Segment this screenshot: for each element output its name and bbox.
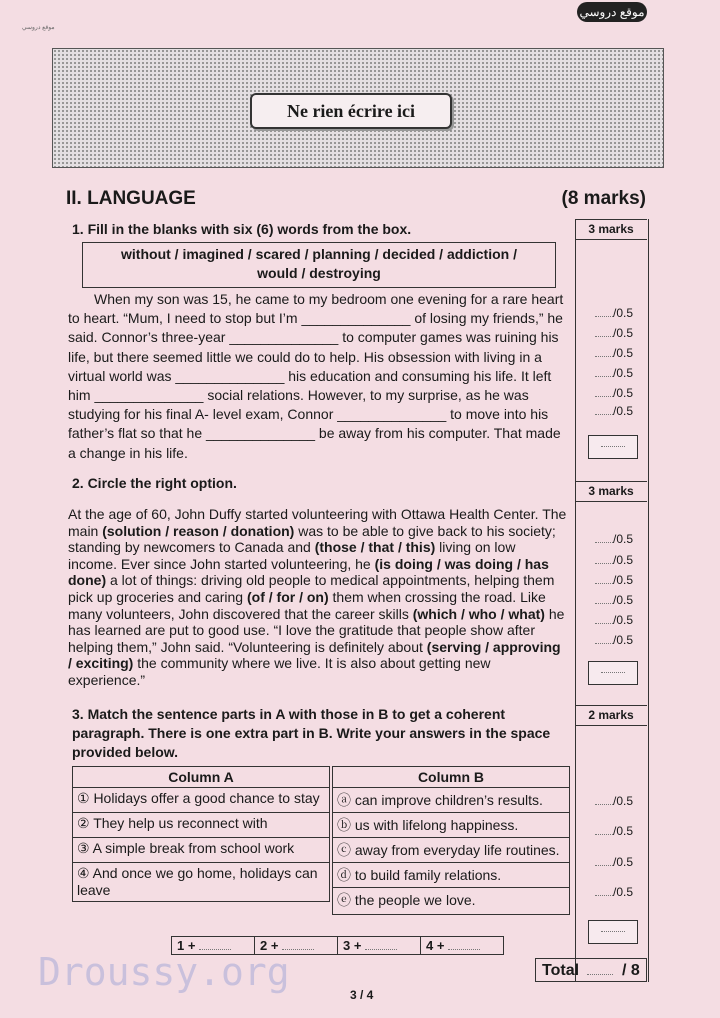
q2-line: experience.” bbox=[68, 671, 146, 688]
q1-line: him ______________ social relations. However, to my surprise, as he was bbox=[68, 387, 529, 404]
q1-line: virtual world was ______________ his education and consuming his life. It left bbox=[68, 367, 552, 384]
q2-score: /0.5 bbox=[595, 573, 640, 587]
q1-title: 1. Fill in the blanks with six (6) words from the box. bbox=[72, 221, 412, 237]
column-b-item: ⓒ away from everyday life routines. bbox=[333, 838, 570, 863]
column-b-table bbox=[332, 766, 570, 915]
column-a-item: ④ And once we go home, holidays can leave bbox=[73, 863, 330, 902]
q1-line: studying for his final A- level exam, Connor ______________ to move into his bbox=[68, 406, 549, 423]
column-a-item: ① Holidays offer a good chance to stay bbox=[73, 788, 330, 813]
answer-cell[interactable]: 3 + bbox=[338, 937, 421, 955]
q2-line: many volunteers, John discovered that the career skills (which / who / what) he bbox=[68, 605, 565, 622]
total-box bbox=[535, 958, 647, 982]
column-a-table bbox=[72, 766, 330, 902]
q2-line: main (solution / reason / donation) was to be able to give back to his society; bbox=[68, 522, 556, 539]
column-b-item: ⓔ the people we love. bbox=[333, 888, 570, 915]
q1-score: /0.5 bbox=[595, 346, 640, 360]
column-a-item: ② They help us reconnect with bbox=[73, 813, 330, 838]
total-label: Total bbox=[542, 962, 580, 979]
answer-cell[interactable]: 4 + bbox=[421, 937, 504, 955]
q2-line: done) a lot of things: driving old people to medical appointments, helping them bbox=[68, 572, 555, 589]
q1-marks: 3 marks bbox=[575, 219, 647, 240]
no-write-label: Ne rien écrire ici bbox=[250, 93, 452, 129]
q2-score: /0.5 bbox=[595, 613, 640, 627]
section-title: II. LANGUAGE bbox=[66, 188, 196, 209]
q2-line: pick up groceries and caring (of / for / on) them when crossing the road. Like bbox=[68, 588, 546, 605]
q3-title bbox=[72, 705, 550, 762]
q3-score: /0.5 bbox=[595, 824, 640, 838]
q2-score: /0.5 bbox=[595, 532, 640, 546]
section-marks: (8 marks) bbox=[561, 188, 646, 209]
q2-line: income. Ever since John started volunteering, he (is doing / was doing / has bbox=[68, 555, 549, 572]
q3-marks: 2 marks bbox=[575, 705, 647, 726]
answer-cell[interactable]: 2 + bbox=[255, 937, 338, 955]
q2-text bbox=[68, 506, 570, 689]
q1-score: /0.5 bbox=[595, 386, 640, 400]
q1-score: /0.5 bbox=[595, 404, 640, 418]
q2-score: /0.5 bbox=[595, 633, 640, 647]
q2-score: /0.5 bbox=[595, 593, 640, 607]
word-box bbox=[82, 242, 556, 288]
q1-score: /0.5 bbox=[595, 366, 640, 380]
watermark: Droussy.org bbox=[38, 950, 290, 994]
q1-line: to heart. “Mum, I need to stop but I’m ______________ of losing my friends,” he bbox=[68, 310, 563, 327]
word-box-line: would / destroying bbox=[257, 265, 381, 281]
q3-title-line: 3. Match the sentence parts in A with those in B to get a coherent bbox=[72, 706, 506, 722]
q2-marks: 3 marks bbox=[575, 481, 647, 502]
tiny-site-text: موقع دروسي bbox=[22, 25, 55, 31]
q2-line: / exciting) the community where we live. It is also about getting new bbox=[68, 655, 491, 672]
column-a-header: Column A bbox=[73, 767, 330, 788]
q1-line: When my son was 15, he came to my bedroom one evening for a rare heart bbox=[94, 291, 564, 307]
q3-title-line: provided below. bbox=[72, 744, 179, 760]
total-value: / 8 bbox=[621, 962, 640, 979]
q1-subtotal-box bbox=[588, 435, 638, 459]
q1-line: father’s flat so that he ______________ be away from his computer. That made bbox=[68, 425, 561, 442]
q1-line: said. Connor’s three-year ______________ to computer games was ruining his bbox=[68, 329, 559, 346]
page-number: 3 / 4 bbox=[350, 988, 374, 1002]
q1-score: /0.5 bbox=[595, 306, 640, 320]
q3-score: /0.5 bbox=[595, 885, 640, 899]
q3-title-line: paragraph. There is one extra part in B. Write your answers in the space bbox=[72, 725, 551, 741]
q2-line: has learned are put to good use. “I love the gratitude that people show after bbox=[68, 622, 535, 639]
q1-text bbox=[68, 290, 570, 463]
column-b-item: ⓐ can improve children’s results. bbox=[333, 788, 570, 813]
answer-cell[interactable]: 1 + bbox=[172, 937, 255, 955]
q2-subtotal-box bbox=[588, 661, 638, 685]
q2-score: /0.5 bbox=[595, 553, 640, 567]
column-b-item: ⓑ us with lifelong happiness. bbox=[333, 813, 570, 838]
q1-line: a change in his life. bbox=[68, 444, 188, 461]
q2-line: helping them,” John said. “Volunteering is definitely about (serving / approving bbox=[68, 638, 561, 655]
column-a-item: ③ A simple break from school work bbox=[73, 838, 330, 863]
q1-score: /0.5 bbox=[595, 326, 640, 340]
q2-line: At the age of 60, John Duffy started volunteering with Ottawa Health Center. The bbox=[68, 506, 567, 522]
q3-subtotal-box bbox=[588, 920, 638, 944]
q1-line: life, but there seemed little we could do to help. His obsession with living in a bbox=[68, 348, 542, 365]
q2-title: 2. Circle the right option. bbox=[72, 475, 237, 491]
site-badge: موقع دروسي bbox=[577, 2, 647, 22]
q3-score: /0.5 bbox=[595, 855, 640, 869]
word-box-line: without / imagined / scared / planning / decided / addiction / bbox=[121, 246, 517, 262]
q3-score: /0.5 bbox=[595, 794, 640, 808]
column-b-item: ⓓ to build family relations. bbox=[333, 863, 570, 888]
q2-line: standing by newcomers to Canada and (those / that / this) living on low bbox=[68, 539, 516, 556]
column-b-header: Column B bbox=[333, 767, 570, 788]
